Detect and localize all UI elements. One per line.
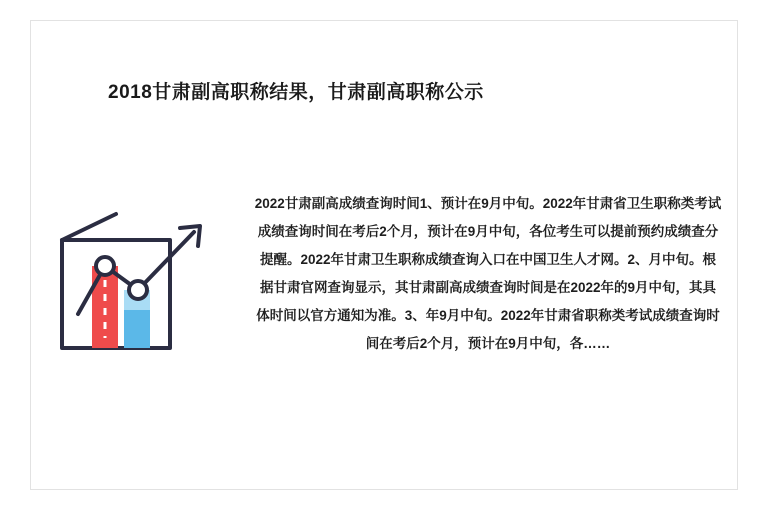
bar-chart-with-trend-line-icon: [54, 210, 226, 360]
page-title: 2018甘肃副高职称结果，甘肃副高职称公示: [108, 82, 484, 103]
content-row: [40, 190, 728, 360]
illustration: [40, 190, 240, 360]
article-body: 2022甘肃副高成绩查询时间1、预计在9月中旬。2022年甘肃省卫生职称类考试成绩查询时间在考后2个月，预计在9月中旬，各位考生可以提前预约成绩查分提醒。2022年甘肃卫生职称成绩查询入口在中国卫生人才网。2、月中旬。根据甘肃官网查询显示，其甘肃副高成绩查询时间是在2022年的9月中旬，其具体时间以官方通知为准。3、年9月中旬。2022年甘肃省职称类考试成绩查询时间在考后2个月，预计在9月中旬，各……: [254, 196, 722, 351]
